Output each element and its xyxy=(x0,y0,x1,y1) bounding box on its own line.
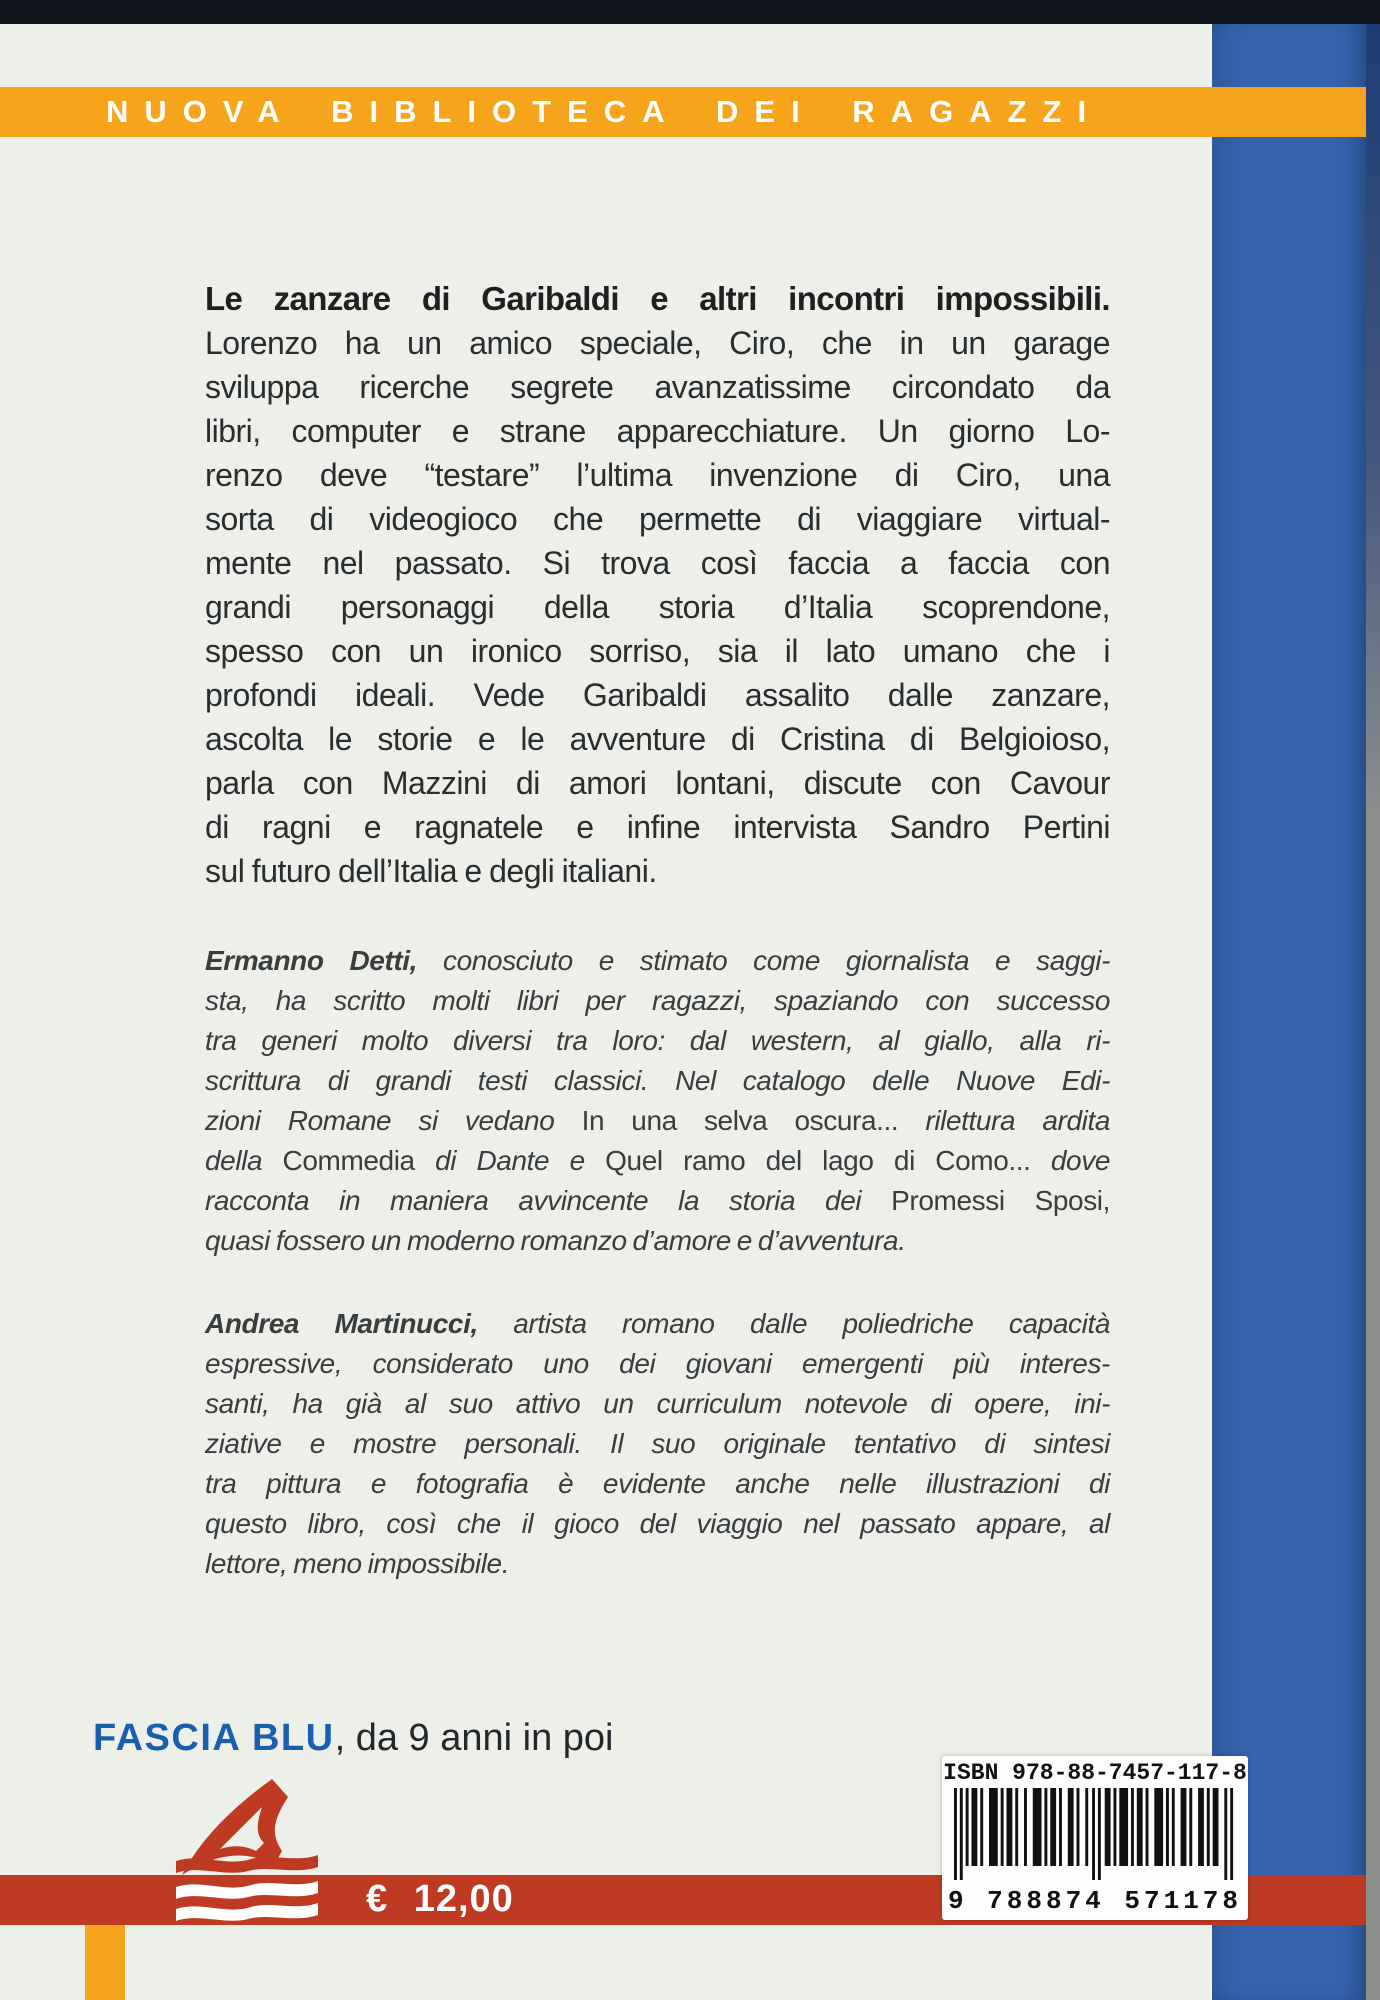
spine-blue-band xyxy=(1212,22,1368,2000)
blurb xyxy=(205,277,1110,893)
blurb-body: Lorenzo ha un amico speciale, Ciro, che in un garage sviluppa ricerche segrete avanzatissime circondato da libri, computer e strane apparecchiature. Un giorno Lo- renzo deve “testare” l’ultima invenzione di Ciro, una sorta di videogioco che permette di viaggiare virtual- mente nel passato. Si trova così faccia a faccia con grandi personaggi della storia d’Italia scoprendone, spesso con un ironico sorriso, sia il lato umano che i profondi ideali. Vede Garibaldi assalito dalle zanzare, ascolta le storie e le avventure di Cristina di Belgioioso, parla con Mazzini di amori lontani, discute con Cavour di ragni e ragnatele e infine intervista Sandro Pertini sul futuro dell’Italia e degli italiani. xyxy=(205,325,1110,889)
barcode-bars-icon xyxy=(954,1788,1236,1888)
scan-right-edge xyxy=(1366,22,1380,2000)
series-band-label: NUOVA BIBLIOTECA DEI RAGAZZI xyxy=(106,94,1103,129)
author-bio-martinucci: Andrea Martinucci, artista romano dalle poliedriche capacità espressive, considerato uno dei giovani emergenti più interes- santi, ha già al suo attivo un curriculum notevole di opere, ini- ziative e mostre personali. Il suo originale tentativo di sintesi tra pittura e fotografia è evidente anche nelle illustrazioni di questo libro, così che il gioco del viaggio nel passato appare, al lettore, meno impossibile. xyxy=(205,1308,1110,1579)
barcode-digits: 9 788874 571178 xyxy=(947,1886,1243,1916)
fascia-blu-label: FASCIA BLU xyxy=(93,1717,335,1759)
bottom-orange-strip xyxy=(85,1925,125,2000)
price-label: € 12,00 xyxy=(366,1878,514,1920)
publisher-sail-logo-icon xyxy=(176,1777,318,1923)
book-title: Le zanzare di Garibaldi e altri incontri impossibili. xyxy=(205,280,1110,317)
barcode xyxy=(942,1756,1248,1920)
isbn-number: ISBN 978-88-7457-117-8 xyxy=(943,1760,1247,1786)
age-band-text: , da 9 anni in poi xyxy=(334,1717,614,1759)
series-band xyxy=(0,87,1380,137)
age-band-line xyxy=(93,1712,613,1764)
scan-top-edge xyxy=(0,0,1380,24)
author-bio-detti: Ermanno Detti, conosciuto e stimato come giornalista e saggi- sta, ha scritto molti libri per ragazzi, spaziando con successo tra generi molto diversi tra loro: dal western, al giallo, alla ri- scrittura di grandi testi classici. Nel catalogo delle Nuove Edi- zioni Romane si vedano In una selva oscura... rilettura ardita della Commedia di Dante e Quel ramo del lago di Como... dove racconta in maniera avvincente la storia dei Promessi Sposi, quasi fossero un moderno romanzo d’amore e d’avventura. xyxy=(205,945,1110,1256)
